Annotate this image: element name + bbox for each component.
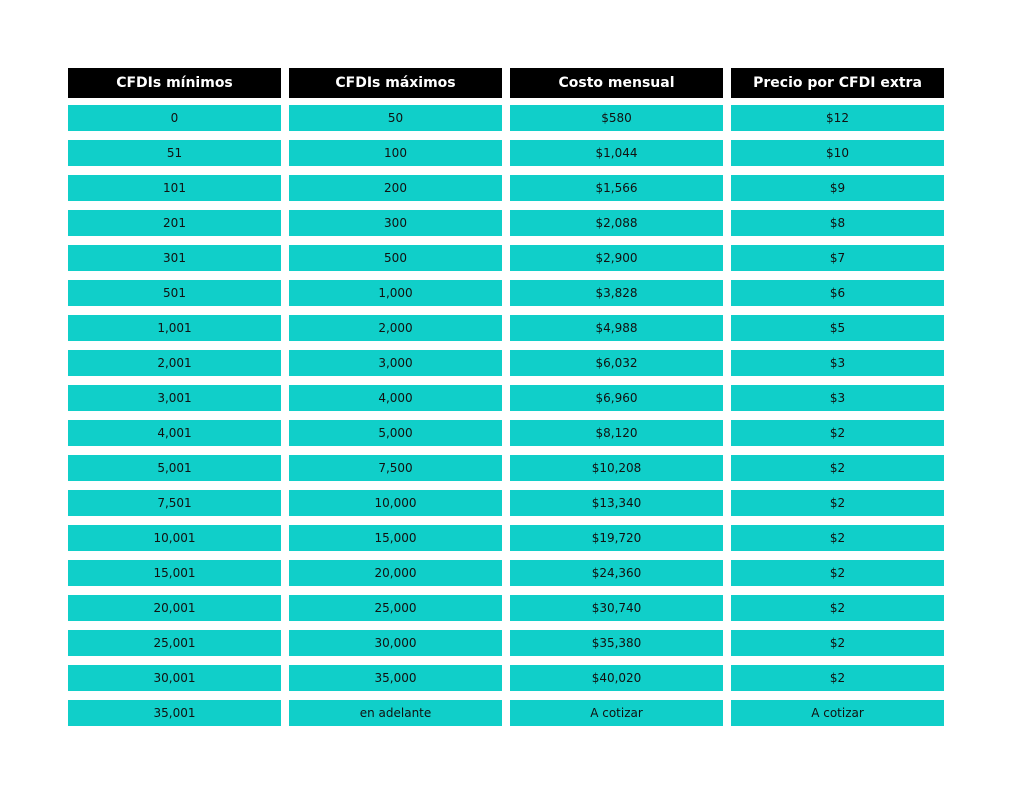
cfdis-minimos-cell: 301 — [68, 245, 281, 271]
cfdis-minimos-cell: 10,001 — [68, 525, 281, 551]
costo-mensual-cell: $4,988 — [510, 315, 723, 341]
cfdis-minimos-cell: 2,001 — [68, 350, 281, 376]
costo-mensual-cell: $2,900 — [510, 245, 723, 271]
cfdis-minimos-cell: 51 — [68, 140, 281, 166]
precio-cfdi-extra-cell: $2 — [731, 420, 944, 446]
header-costo-mensual: Costo mensual — [510, 68, 723, 98]
costo-mensual-cell: $35,380 — [510, 630, 723, 656]
precio-cfdi-extra-cell: $3 — [731, 385, 944, 411]
precio-cfdi-extra-cell: $2 — [731, 490, 944, 516]
cfdis-minimos-cell: 20,001 — [68, 595, 281, 621]
header-precio-cfdi-extra: Precio por CFDI extra — [731, 68, 944, 98]
cfdis-minimos-cell: 101 — [68, 175, 281, 201]
costo-mensual-cell: $13,340 — [510, 490, 723, 516]
cfdis-minimos-cell: 501 — [68, 280, 281, 306]
costo-mensual-cell: $6,960 — [510, 385, 723, 411]
precio-cfdi-extra-cell: $2 — [731, 560, 944, 586]
costo-mensual-cell: $10,208 — [510, 455, 723, 481]
costo-mensual-cell: $580 — [510, 105, 723, 131]
precio-cfdi-extra-cell: $12 — [731, 105, 944, 131]
costo-mensual-cell: $2,088 — [510, 210, 723, 236]
costo-mensual-cell: $40,020 — [510, 665, 723, 691]
costo-mensual-cell: $6,032 — [510, 350, 723, 376]
cfdis-minimos-cell: 1,001 — [68, 315, 281, 341]
cfdis-maximos-cell: 10,000 — [289, 490, 502, 516]
cfdis-minimos-cell: 25,001 — [68, 630, 281, 656]
precio-cfdi-extra-cell: $2 — [731, 595, 944, 621]
costo-mensual-cell: $8,120 — [510, 420, 723, 446]
cfdis-maximos-cell: 300 — [289, 210, 502, 236]
precio-cfdi-extra-cell: $2 — [731, 630, 944, 656]
cfdis-maximos-cell: 35,000 — [289, 665, 502, 691]
precio-cfdi-extra-cell: $9 — [731, 175, 944, 201]
costo-mensual-cell: $24,360 — [510, 560, 723, 586]
cfdis-minimos-cell: 0 — [68, 105, 281, 131]
cfdis-maximos-cell: 20,000 — [289, 560, 502, 586]
precio-cfdi-extra-cell: $10 — [731, 140, 944, 166]
costo-mensual-cell: $1,566 — [510, 175, 723, 201]
costo-mensual-cell: $19,720 — [510, 525, 723, 551]
cfdis-minimos-cell: 4,001 — [68, 420, 281, 446]
cfdis-minimos-cell: 15,001 — [68, 560, 281, 586]
cfdis-maximos-cell: 30,000 — [289, 630, 502, 656]
cfdis-minimos-cell: 3,001 — [68, 385, 281, 411]
cfdis-minimos-cell: 7,501 — [68, 490, 281, 516]
cfdis-maximos-cell: 3,000 — [289, 350, 502, 376]
precio-cfdi-extra-cell: $5 — [731, 315, 944, 341]
cfdis-maximos-cell: 200 — [289, 175, 502, 201]
cfdis-maximos-cell: en adelante — [289, 700, 502, 726]
costo-mensual-cell: $3,828 — [510, 280, 723, 306]
cfdis-maximos-cell: 100 — [289, 140, 502, 166]
header-cfdis-minimos: CFDIs mínimos — [68, 68, 281, 98]
header-cfdis-maximos: CFDIs máximos — [289, 68, 502, 98]
cfdis-maximos-cell: 50 — [289, 105, 502, 131]
precio-cfdi-extra-cell: $3 — [731, 350, 944, 376]
precio-cfdi-extra-cell: $7 — [731, 245, 944, 271]
costo-mensual-cell: A cotizar — [510, 700, 723, 726]
cfdis-maximos-cell: 15,000 — [289, 525, 502, 551]
cfdis-maximos-cell: 1,000 — [289, 280, 502, 306]
costo-mensual-cell: $1,044 — [510, 140, 723, 166]
cfdis-maximos-cell: 2,000 — [289, 315, 502, 341]
cfdis-minimos-cell: 30,001 — [68, 665, 281, 691]
precio-cfdi-extra-cell: $6 — [731, 280, 944, 306]
cfdis-maximos-cell: 5,000 — [289, 420, 502, 446]
precio-cfdi-extra-cell: $2 — [731, 455, 944, 481]
cfdis-maximos-cell: 7,500 — [289, 455, 502, 481]
cfdis-minimos-cell: 201 — [68, 210, 281, 236]
precio-cfdi-extra-cell: $8 — [731, 210, 944, 236]
cfdis-maximos-cell: 25,000 — [289, 595, 502, 621]
precio-cfdi-extra-cell: A cotizar — [731, 700, 944, 726]
cfdis-maximos-cell: 500 — [289, 245, 502, 271]
precio-cfdi-extra-cell: $2 — [731, 525, 944, 551]
pricing-table — [68, 68, 944, 735]
costo-mensual-cell: $30,740 — [510, 595, 723, 621]
cfdis-minimos-cell: 35,001 — [68, 700, 281, 726]
cfdis-minimos-cell: 5,001 — [68, 455, 281, 481]
cfdis-maximos-cell: 4,000 — [289, 385, 502, 411]
precio-cfdi-extra-cell: $2 — [731, 665, 944, 691]
